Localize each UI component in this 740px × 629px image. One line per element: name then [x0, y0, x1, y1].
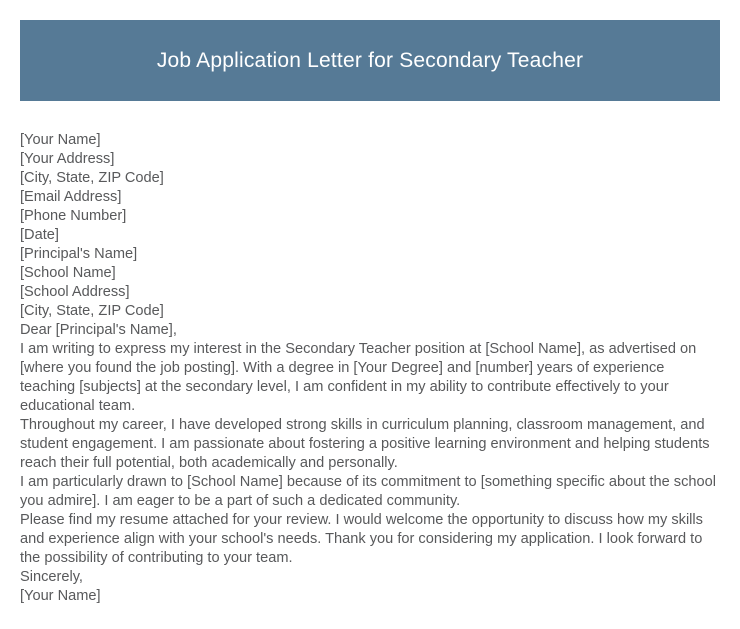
salutation: Dear [Principal's Name],	[20, 322, 177, 338]
recipient-line-principal-name: [Principal's Name]	[20, 246, 138, 262]
letter-body	[20, 131, 720, 606]
body-paragraph-2: Throughout my career, I have developed strong skills in curriculum planning, classroom management, and student engagement. I am passionate about fostering a positive learning environment and helping students reach their full potential, both academically and personally.	[20, 417, 710, 471]
closing-salutation: Sincerely,	[20, 569, 83, 585]
sender-address-block	[20, 131, 720, 245]
page-title: Job Application Letter for Secondary Teacher	[156, 48, 584, 72]
body-paragraph-4: Please find my resume attached for your review. I would welcome the opportunity to discuss how my skills and experience align with your school's needs. Thank you for considering my application. I look forward to the possibility of contributing to your team.	[20, 512, 703, 566]
recipient-line-school-name: [School Name]	[20, 265, 116, 281]
sender-line-date: [Date]	[20, 227, 59, 243]
body-paragraph-1: I am writing to express my interest in the Secondary Teacher position at [School Name], as advertised on [where you found the job posting]. With a degree in [Your Degree] and [number] years of experience teaching [subjects] at the secondary level, I am confident in my ability to contribute effectively to your educational team.	[20, 341, 697, 414]
signature-name: [Your Name]	[20, 588, 101, 604]
sender-line-your-address: [Your Address]	[20, 151, 115, 167]
recipient-line-school-address: [School Address]	[20, 284, 130, 300]
recipient-line-city-state-zip: [City, State, ZIP Code]	[20, 303, 164, 319]
document-header-banner	[20, 20, 720, 101]
sender-line-phone-number: [Phone Number]	[20, 208, 127, 224]
sender-line-your-name: [Your Name]	[20, 132, 101, 148]
sender-line-email-address: [Email Address]	[20, 189, 122, 205]
recipient-address-block	[20, 245, 720, 321]
body-paragraph-3: I am particularly drawn to [School Name] because of its commitment to [something specific about the school you admire]. I am eager to be a part of such a dedicated community.	[20, 474, 716, 509]
sender-line-city-state-zip: [City, State, ZIP Code]	[20, 170, 164, 186]
